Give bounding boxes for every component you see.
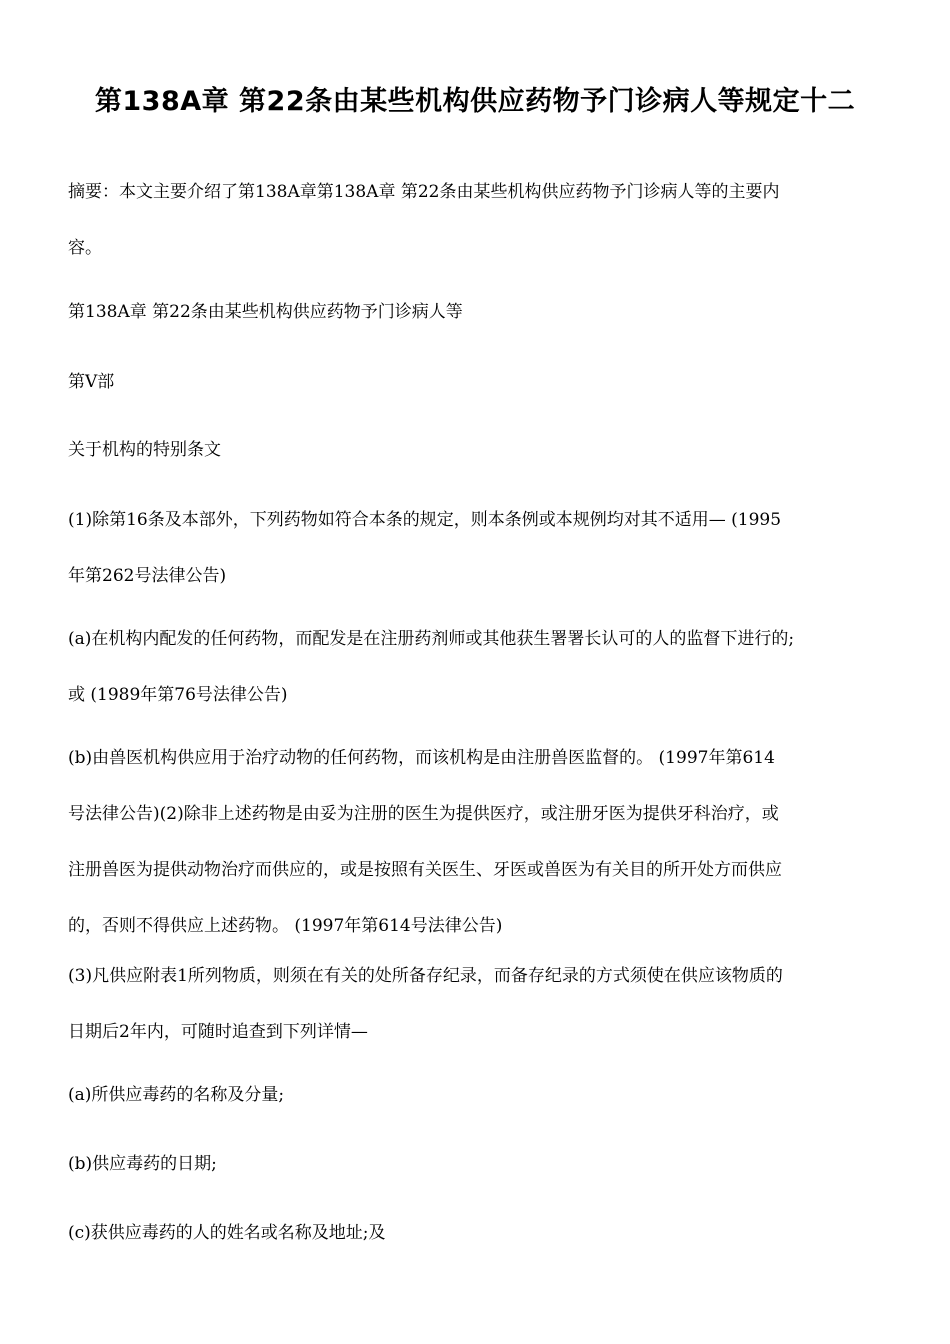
text-line: 年第262号法律公告) bbox=[68, 566, 227, 586]
list-item bbox=[68, 1136, 896, 1192]
text-line: (a)所供应毒药的名称及分量; bbox=[68, 1085, 285, 1105]
section-heading bbox=[68, 422, 896, 478]
text-line: (b)由兽医机构供应用于治疗动物的任何药物，而该机构是由注册兽医监督的。 (1997年第614 bbox=[68, 748, 775, 768]
text-line: (1)除第16条及本部外，下列药物如符合本条的规定，则本条例或本规例均对其不适用— (1995 bbox=[68, 510, 782, 530]
part-heading bbox=[68, 354, 896, 410]
clause-paragraph bbox=[68, 492, 896, 604]
list-item bbox=[68, 1067, 896, 1123]
clause-paragraph bbox=[68, 611, 896, 723]
text-line: 容。 bbox=[68, 238, 102, 258]
list-item bbox=[68, 1205, 896, 1261]
document-title: 第138A章 第22条由某些机构供应药物予门诊病人等规定十二 bbox=[94, 86, 856, 117]
text-line: 第138A章 第22条由某些机构供应药物予门诊病人等 bbox=[68, 302, 463, 322]
text-line: 注册兽医为提供动物治疗而供应的，或是按照有关医生、牙医或兽医为有关目的所开处方而供应 bbox=[68, 860, 782, 880]
text-line: 日期后2年内，可随时追查到下列详情— bbox=[68, 1022, 368, 1042]
text-line: 第V部 bbox=[68, 372, 115, 392]
text-line: 关于机构的特别条文 bbox=[68, 440, 221, 460]
text-line: 或 (1989年第76号法律公告) bbox=[68, 685, 288, 705]
text-line: 号法律公告)(2)除非上述药物是由妥为注册的医生为提供医疗，或注册牙医为提供牙科治疗，或 bbox=[68, 804, 779, 824]
abstract-paragraph bbox=[68, 164, 896, 276]
chapter-heading bbox=[68, 284, 896, 340]
text-line: 摘要：本文主要介绍了第138A章第138A章 第22条由某些机构供应药物予门诊病人等的主要内 bbox=[68, 182, 780, 202]
text-line: (3)凡供应附表1所列物质，则须在有关的处所备存纪录，而备存纪录的方式须使在供应该物质的 bbox=[68, 966, 783, 986]
clause-paragraph bbox=[68, 948, 896, 1060]
clause-paragraph bbox=[68, 730, 896, 954]
text-line: (a)在机构内配发的任何药物，而配发是在注册药剂师或其他获生署署长认可的人的监督下进行的; bbox=[68, 629, 795, 649]
text-line: (c)获供应毒药的人的姓名或名称及地址;及 bbox=[68, 1223, 386, 1243]
text-line: (b)供应毒药的日期; bbox=[68, 1154, 217, 1174]
text-line: 的，否则不得供应上述药物。 (1997年第614号法律公告) bbox=[68, 916, 503, 936]
